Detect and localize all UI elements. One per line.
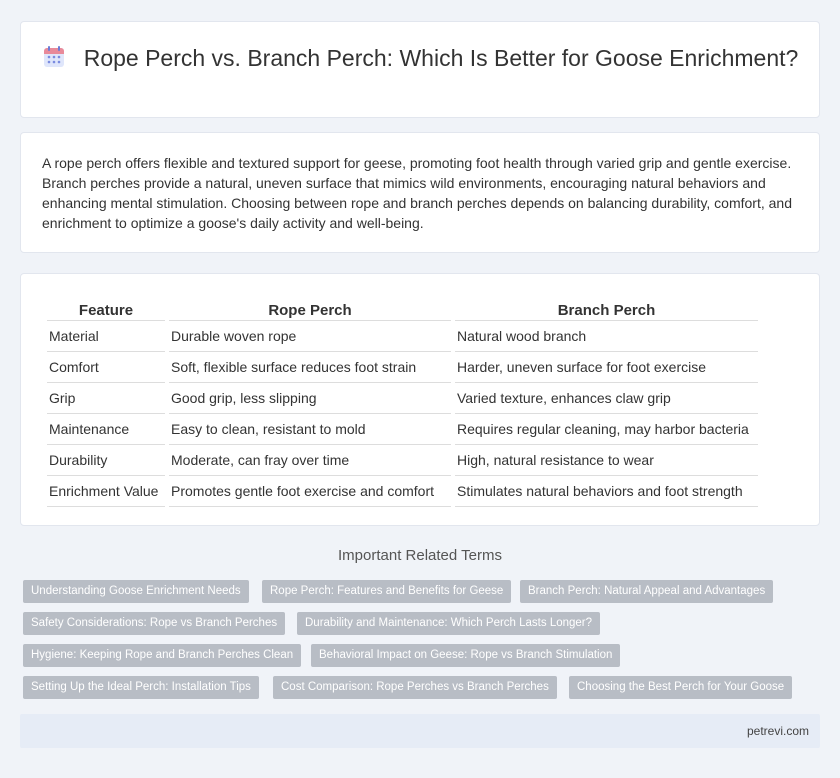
table-row <box>47 445 758 476</box>
comparison-card <box>20 273 820 526</box>
table-row <box>47 321 758 352</box>
related-term-link[interactable]: Durability and Maintenance: Which Perch Lasts Longer? <box>297 612 600 635</box>
feature-cell: Maintenance <box>47 414 165 445</box>
related-term-link[interactable]: Hygiene: Keeping Rope and Branch Perches Clean <box>23 644 301 667</box>
title-card <box>20 21 820 118</box>
rope-cell: Moderate, can fray over time <box>169 445 451 476</box>
feature-cell: Material <box>47 321 165 352</box>
rope-cell: Soft, flexible surface reduces foot strain <box>169 352 451 383</box>
branch-cell: Requires regular cleaning, may harbor bacteria <box>455 414 758 445</box>
related-term-link[interactable]: Choosing the Best Perch for Your Goose <box>569 676 792 699</box>
related-term-link[interactable]: Behavioral Impact on Geese: Rope vs Branch Stimulation <box>311 644 620 667</box>
rope-cell: Promotes gentle foot exercise and comfort <box>169 476 451 507</box>
branch-cell: Harder, uneven surface for foot exercise <box>455 352 758 383</box>
page-title-text: Rope Perch vs. Branch Perch: Which Is Better for Goose Enrichment? <box>83 45 799 71</box>
header-branch-perch: Branch Perch <box>455 294 758 321</box>
calendar-icon <box>42 45 66 69</box>
table-header-row <box>47 294 758 321</box>
branch-cell: High, natural resistance to wear <box>455 445 758 476</box>
table-row <box>47 476 758 507</box>
related-term-link[interactable]: Cost Comparison: Rope Perches vs Branch Perches <box>273 676 557 699</box>
branch-cell: Stimulates natural behaviors and foot strength <box>455 476 758 507</box>
header-feature: Feature <box>47 294 165 321</box>
feature-cell: Enrichment Value <box>47 476 165 507</box>
related-term-link[interactable]: Safety Considerations: Rope vs Branch Perches <box>23 612 285 635</box>
branch-cell: Natural wood branch <box>455 321 758 352</box>
rope-cell: Good grip, less slipping <box>169 383 451 414</box>
related-term-link[interactable]: Understanding Goose Enrichment Needs <box>23 580 249 603</box>
feature-cell: Grip <box>47 383 165 414</box>
related-term-link[interactable]: Rope Perch: Features and Benefits for Geese <box>262 580 511 603</box>
feature-cell: Comfort <box>47 352 165 383</box>
table-row <box>47 383 758 414</box>
page-title <box>21 44 819 73</box>
footer-bar <box>20 714 820 748</box>
rope-cell: Easy to clean, resistant to mold <box>169 414 451 445</box>
table-row <box>47 352 758 383</box>
intro-paragraph: A rope perch offers flexible and textured support for geese, promoting foot health through varied grip and gentle exercise. Branch perches provide a natural, uneven surface that mimics wild environments, encouraging natural behaviors and enhancing mental stimulation. Choosing between rope and branch perches depends on balancing durability, comfort, and enrichment to optimize a goose's daily activity and well-being. <box>42 155 792 231</box>
branch-cell: Varied texture, enhances claw grip <box>455 383 758 414</box>
related-terms-heading: Important Related Terms <box>338 547 502 564</box>
table-row <box>47 414 758 445</box>
footer-site-link[interactable]: petrevi.com <box>746 724 809 738</box>
comparison-table <box>43 294 762 507</box>
feature-cell: Durability <box>47 445 165 476</box>
intro-card <box>20 132 820 253</box>
rope-cell: Durable woven rope <box>169 321 451 352</box>
related-term-link[interactable]: Setting Up the Ideal Perch: Installation Tips <box>23 676 259 699</box>
header-rope-perch: Rope Perch <box>169 294 451 321</box>
related-term-link[interactable]: Branch Perch: Natural Appeal and Advantages <box>520 580 773 603</box>
